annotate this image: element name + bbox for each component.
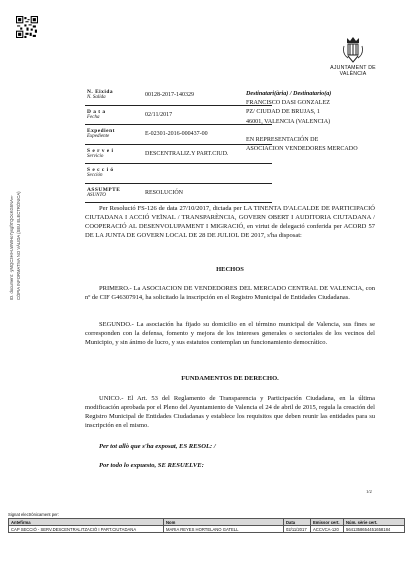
info-sublabel: N. Salida [87, 95, 106, 101]
info-label: Expedient [87, 128, 115, 135]
resolution-intro [85, 204, 375, 240]
document-info-table [85, 86, 272, 203]
signature-header-cell: Nom [164, 519, 284, 526]
info-label: N. Eixida [87, 89, 114, 96]
info-label-cell [85, 125, 139, 145]
resol-val-text: Per tot allò que s'ha exposat, ES RESOL: / [99, 443, 216, 450]
signature-caption: Signat electrònicament per: [8, 512, 59, 517]
signature-header-cell: Emissor cert. [311, 519, 344, 526]
primero-paragraph: PRIMERO.- La ASOCIACION DE VENDEDORES DEL MERCADO CENTRAL DE VALENCIA, con nº de CIF G46307914, ha solicitado la inscripción en el Registro Municipal de Entidades Ciudadanas. [85, 285, 375, 302]
info-value: 02/11/2017 [139, 105, 272, 125]
info-row [85, 86, 272, 105]
signature-cell: CAP SECCIÓ - SERV.DESCENTRALITZACIÓ I PART.CIUTADANA [9, 526, 164, 533]
info-value: RESOLUCIÓN [139, 183, 272, 203]
signature-header-cell: Núm. sèrie cert. [344, 519, 405, 526]
representation-line-1: EN REPRESENTACIÓN DE [246, 136, 319, 143]
info-label: S e c c i ó [87, 167, 114, 174]
info-value: DESCENTRALIZ.Y PART.CIUD. [139, 144, 272, 164]
side-id-line: ID. document: ∙ÿMQC3HI+LWWHo7ysgfX′QOcKG5NA∞∙ [9, 194, 14, 300]
hechos-title: HECHOS [216, 266, 244, 273]
recipient-city: 46001, VALENCIA (VALENCIA) [246, 118, 331, 125]
unico-paragraph: UNICO.- El Art. 53 del Reglamento de Transparencia y Participación Ciudadana, en la última modificación aprobada por el Pleno del Ayuntamiento de Valencia el 24 de abril de 2015, regula la creación del Registro Municipal de Entidades Ciudadanas y establece los requisitos que deben reunir las entidades para su inscripción en el mismo. [85, 395, 375, 430]
info-label-cell [85, 105, 139, 125]
info-sublabel: Fecha [87, 114, 100, 120]
signature-cell: MARIA REYES HORTELANO GATELL [164, 526, 284, 533]
info-row [85, 144, 272, 164]
coat-of-arms-icon [342, 36, 364, 64]
qr-code [16, 16, 38, 38]
info-value: E-02301-2016-000437-00 [139, 125, 272, 145]
recipient-street: PZ/ CIUDAD DE BRUJAS, 1 [246, 109, 320, 116]
council-name: AJUNTAMENT DE VALÈNCIA [330, 65, 376, 77]
info-value [139, 164, 272, 184]
info-sublabel: ASUNTO [87, 192, 106, 198]
signature-header-cell: Antefirma [9, 519, 164, 526]
info-sublabel: Expediente [87, 134, 110, 140]
info-label: S e r v e i [87, 147, 114, 154]
resolution-line-valencian [85, 442, 375, 451]
signature-cell: ACCVCA-120 [311, 526, 344, 533]
page-number: 1/2 [366, 489, 372, 494]
segundo-block [85, 320, 375, 347]
info-row [85, 164, 272, 184]
primero-block [85, 284, 375, 302]
side-document-id [8, 120, 32, 300]
city-council-logo [318, 36, 388, 76]
info-label-cell [85, 144, 139, 164]
representation-line-2: ASOCIACION VENDEDORES MERCADO [246, 146, 358, 153]
info-value: 00128-2017-140329 [139, 86, 272, 105]
signature-table [8, 518, 405, 533]
info-label-cell [85, 164, 139, 184]
fundamentos-title: FUNDAMENTOS DE DERECHO. [181, 375, 279, 382]
info-row [85, 183, 272, 203]
recipient-name: FRANCISCO DASI GONZALEZ [246, 100, 330, 107]
signature-cell: 5641358654451658184 [344, 526, 405, 533]
info-row [85, 125, 272, 145]
info-row [85, 105, 272, 125]
info-label: ASSUMPTE [87, 186, 121, 193]
resol-es-text: Por todo lo expuesto, SE RESUELVE: [99, 462, 204, 469]
side-copy-line: CÓPIA INFORMATIVA NO VÀLIDA (SEU ELECTRÒNICA) [16, 191, 21, 300]
intro-paragraph: Per Resolució FS-126 de data 27/10/2017, dictada per LA TINENTA D'ALCALDE DE PARTICIPACIÓ CIUTADANA I ACCIÓ VEÏNAL / TRANSPARÈNCIA, GOVERN OBERT I AUDITORIA CIUTADANA / COOPERACIÓ AL DESENVOLUPAMENT I MIGRACIÓ, en virtut de delegació conferida per ACORD 57 DE LA JUNTA DE GOVERN LOCAL DE 28 DE JULIOL DE 2017, s'ha disposat: [85, 205, 375, 240]
info-label-cell [85, 86, 139, 105]
info-sublabel: Servicio [87, 153, 104, 159]
signature-footer [8, 512, 405, 533]
info-label: D a t a [87, 108, 106, 115]
segundo-paragraph: SEGUNDO.- La asociación ha fijado su domicilio en el término municipal de Valencia, sus fines se corresponden con la defensa, fomento y mejora de los intereses generales o sectoriales de los vecinos del Municipio, y sin ánimo de lucro, y sus estatutos contemplan un funcionamiento democrático. [85, 321, 375, 347]
signature-header-cell: Data [284, 519, 311, 526]
info-sublabel: Sección [87, 173, 103, 179]
resolution-line-spanish [85, 461, 375, 470]
info-label-cell [85, 183, 139, 203]
unico-block [85, 394, 375, 430]
signature-cell: 02/11/2017 [284, 526, 311, 533]
recipient-block [246, 90, 374, 154]
recipient-heading: Destinatari(ària) / Destinatario(a) [246, 91, 332, 97]
